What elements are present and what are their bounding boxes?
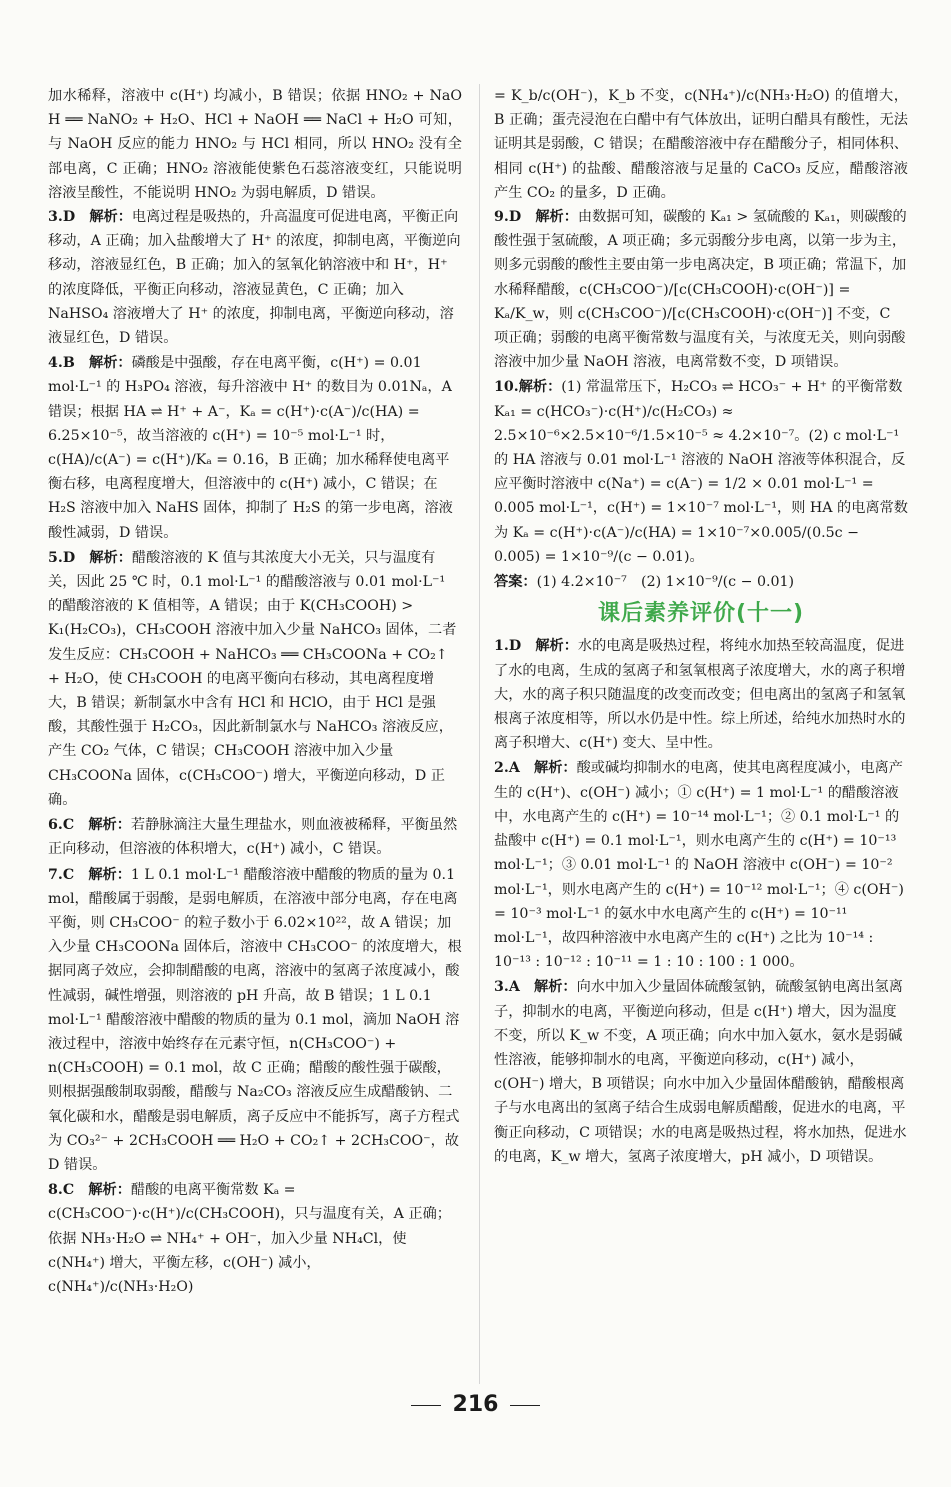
answer-item-7: [48, 863, 462, 1178]
answer-item-9: [494, 205, 908, 374]
item-text: 醋酸溶液的 K 值与其浓度大小无关，只与温度有关，因此 25 ℃ 时，0.1 mol·L⁻¹ 的醋酸溶液与 0.01 mol·L⁻¹ 的醋酸溶液的 K 值相等，A 错误；由于 K(CH₃COOH) > K₁(H₂CO₃)，CH₃COOH 溶液中加入少量 NaHCO₃ 固体，二者发生反应：CH₃COOH + NaHCO₃ ══ CH₃COONa + CO₂↑ + H₂O，使 CH₃COOH 的电离平衡向右移动，其电离程度增大，B 错误；新制氯水中含有 HCl 和 HClO，由于 HCl 是强酸，其酸性强于 H₂CO₃，因此新制氯水与 NaHCO₃ 溶液反应，产生 CO₂ 气体，C 错误；CH₃COOH 溶液中加入少量 CH₃COONa 固体，c(CH₃COO⁻) 增大，平衡逆向移动，D 正确。: [48, 549, 457, 808]
item-number: 8.: [48, 1182, 63, 1199]
item-number: 5.: [48, 549, 63, 566]
item-answer: D: [508, 638, 522, 655]
item-text: 向水中加入少量固体硫酸氢钠，硫酸氢钠电离出氢离子，抑制水的电离，平衡逆向移动，但是 c(H⁺) 增大，因为温度不变，所以 K_w 不变，A 项正确；向水中加入氨水，氨水是弱碱性溶液，能够抑制水的电离，平衡逆向移动，c(H⁺) 减小，c(OH⁻) 增大，B 项错误；向水中加入少量固体醋酸钠，醋酸根离子与水电离出的氢离子结合生成弱电解质醋酸，促进水的电离，平衡正向移动，C 项错误；水的电离是吸热过程，将水加热，促进水的电离，K_w 增大，氢离子浓度增大，pH 减小，D 项错误。: [494, 979, 907, 1165]
item-text: 电离过程是吸热的，升高温度可促进电离，平衡正向移动，A 正确；加入盐酸增大了 H⁺ 的浓度，抑制电离，平衡逆向移动，溶液显红色，B 正确；加入的氢氧化钠溶液中和 H⁺，H⁺ 的浓度降低，平衡正向移动，溶液显黄色，C 正确；加入 NaHSO₄ 溶液增大了 H⁺ 的浓度，抑制电离，平衡逆向移动，溶液显红色，D 错误。: [48, 209, 461, 347]
item-number: 2.: [494, 760, 509, 777]
final-answer: [494, 570, 908, 594]
paragraph-continued: 加水稀释，溶液中 c(H⁺) 均减小，B 错误；依据 HNO₂ + NaOH ══ NaNO₂ + H₂O、HCl + NaOH ══ NaCl + H₂O 可知，与 NaOH 反应的能力 HNO₂ 与 HCl 相同，所以 HNO₂ 没有全部电离，C 正确；HNO₂ 溶液能使紫色石蕊溶液变红，只能说明溶液呈酸性，不能说明 HNO₂ 为弱电解质，D 错误。: [48, 88, 462, 201]
item-answer: C: [62, 866, 75, 883]
section-item-2: [494, 756, 908, 974]
analysis-label: 解析：: [534, 760, 577, 777]
item-text: 若静脉滴注大量生理盐水，则血液被稀释，平衡虽然正向移动，但溶液的体积增大，c(H⁺) 减小，C 错误。: [48, 817, 458, 858]
section-item-3: [494, 975, 908, 1169]
item-text: 酸或碱均抑制水的电离，使其电离程度减小，电离产生的 c(H⁺)、c(OH⁻) 减小；① c(H⁺) = 1 mol·L⁻¹ 的醋酸溶液中，水电离产生的 c(H⁺) = 10⁻¹⁴ mol·L⁻¹；② 0.1 mol·L⁻¹ 的盐酸中 c(H⁺) = 0.1 mol·L⁻¹，则水电离产生的 c(H⁺) = 10⁻¹³ mol·L⁻¹；③ 0.01 mol·L⁻¹ 的 NaOH 溶液中 c(OH⁻) = 10⁻² mol·L⁻¹，则水电离产生的 c(H⁺) = 10⁻¹² mol·L⁻¹；④ c(OH⁻) = 10⁻³ mol·L⁻¹ 的氨水中水电离产生的 c(H⁺) = 10⁻¹¹ mol·L⁻¹，故四种溶液中水电离产生的 c(H⁺) 之比为 10⁻¹⁴ : 10⁻¹³ : 10⁻¹² : 10⁻¹¹ = 1 : 10 : 100 : 1 000。: [494, 760, 904, 971]
answer-item-6: [48, 813, 462, 861]
paragraph-continued: = K_b/c(OH⁻)，K_b 不变，c(NH₄⁺)/c(NH₃·H₂O) 的值增大，B 正确；蛋壳浸泡在白醋中有气体放出，证明白醋具有酸性，无法证明其是弱酸，C 错误；在醋酸溶液中存在醋酸分子，相同体积、相同 c(H⁺) 的盐酸、醋酸溶液与足量的 CaCO₃ 反应，醋酸溶液产生 CO₂ 的量多，D 正确。: [494, 88, 908, 201]
analysis-label: 解析：: [88, 1182, 131, 1199]
answer-text: (1) 4.2×10⁻⁷ (2) 1×10⁻⁹/(c − 0.01): [536, 574, 795, 591]
analysis-label: 解析：: [88, 866, 131, 883]
section-item-1: [494, 634, 908, 755]
item-number: 9.: [494, 209, 509, 226]
item-text: 醋酸的电离平衡常数 Kₐ = c(CH₃COO⁻)·c(H⁺)/c(CH₃COOH)，只与温度有关，A 正确；依据 NH₃·H₂O ⇌ NH₄⁺ + OH⁻，加入少量 NH₄Cl，使 c(NH₄⁺) 增大，平衡左移，c(OH⁻) 减小，c(NH₄⁺)/c(NH₃·H₂O): [48, 1182, 451, 1295]
dash-right: [510, 1405, 540, 1406]
answer-item-5: [48, 546, 462, 812]
item-number: 10.: [494, 379, 519, 396]
analysis-label: 解析：: [89, 355, 132, 372]
column-divider: [479, 84, 480, 1384]
analysis-label: 解析：: [88, 817, 131, 834]
item-number: 1.: [494, 638, 509, 655]
item-number: 4.: [48, 355, 63, 372]
item-answer: A: [508, 979, 520, 996]
item-text: 水的电离是吸热过程，将纯水加热至较高温度，促进了水的电离，生成的氢离子和氢氧根离子浓度增大，水的离子积增大，水的离子积只随温度的改变而改变；但电离出的氢离子和氢氧根离子浓度相等，所以水仍是中性。综上所述，给纯水加热时水的离子积增大、c(H⁺) 变大、呈中性。: [494, 638, 906, 752]
item-number: 7.: [48, 866, 63, 883]
item-number: 3.: [494, 979, 509, 996]
item-answer: D: [508, 209, 522, 226]
analysis-label: 解析：: [534, 979, 577, 996]
item-number: 3.: [48, 209, 63, 226]
right-column: [494, 84, 908, 1170]
item-text: 磷酸是中强酸，存在电离平衡，c(H⁺) = 0.01 mol·L⁻¹ 的 H₃PO₄ 溶液，每升溶液中 H⁺ 的数目为 0.01Nₐ，A 错误；根据 HA ⇌ H⁺ + A⁻，Kₐ = c(H⁺)·c(A⁻)/c(HA) = 6.25×10⁻⁵，故当溶液的 c(H⁺) = 10⁻⁵ mol·L⁻¹ 时，c(HA)/c(A⁻) = c(H⁺)/Kₐ = 0.16，B 正确；加水稀释使电离平衡右移，电离程度增大，但溶液中的 c(H⁺) 减小，C 错误；在 H₂S 溶液中加入 NaHS 固体，抑制了 H₂S 的第一步电离，溶液酸性减弱，D 错误。: [48, 355, 453, 541]
dash-left: [411, 1405, 441, 1406]
item-text: (1) 常温常压下，H₂CO₃ ⇌ HCO₃⁻ + H⁺ 的平衡常数 Kₐ₁ = c(HCO₃⁻)·c(H⁺)/c(H₂CO₃) ≈ 2.5×10⁻⁶×2.5×10⁻⁶/1.5×10⁻⁵ ≈ 4.2×10⁻⁷。(2) c mol·L⁻¹ 的 HA 溶液与 0.01 mol·L⁻¹ 溶液的 NaOH 溶液等体积混合，反应平衡时溶液中 c(Na⁺) = c(A⁻) = 1/2 × 0.01 mol·L⁻¹ = 0.005 mol·L⁻¹，c(H⁺) = 1×10⁻⁷ mol·L⁻¹，则 HA 的电离常数为 Kₐ = c(H⁺)·c(A⁻)/c(HA) = 1×10⁻⁷×0.005/(0.5c − 0.005) = 1×10⁻⁹/(c − 0.01)。: [494, 379, 908, 565]
item-answer: D: [62, 209, 76, 226]
answer-item-3: [48, 205, 462, 350]
analysis-label: 解析：: [535, 638, 578, 655]
answer-label: 答案：: [494, 574, 537, 591]
analysis-label: 解析：: [89, 549, 132, 566]
page-number-text: 216: [452, 1392, 499, 1417]
item-answer: C: [62, 817, 75, 834]
answer-item-4: [48, 351, 462, 545]
item-answer: C: [62, 1182, 75, 1199]
page-number: [0, 1392, 951, 1417]
item-answer: D: [62, 549, 76, 566]
answer-item-8: [48, 1178, 462, 1299]
left-column: [48, 84, 462, 1300]
item-text: 由数据可知，碳酸的 Kₐ₁ > 氢硫酸的 Kₐ₁，则碳酸的酸性强于氢硫酸，A 项正确；多元弱酸分步电离，以第一步为主，则多元弱酸的酸性主要由第一步电离决定，B 项正确；常温下，加水稀释醋酸，c(CH₃COO⁻)/[c(CH₃COOH)·c(OH⁻)] = Kₐ/K_w，则 c(CH₃COO⁻)/[c(CH₃COOH)·c(OH⁻)] 不变，C 项正确；弱酸的电离平衡常数与温度有关，与浓度无关，则向弱酸溶液中加少量 NaOH 溶液，电离常数不变，D 项错误。: [494, 209, 907, 371]
item-number: 6.: [48, 817, 63, 834]
item-answer: B: [62, 355, 75, 372]
analysis-label: 解析：: [518, 379, 562, 396]
answer-item-10: [494, 375, 908, 569]
analysis-label: 解析：: [89, 209, 132, 226]
analysis-label: 解析：: [535, 209, 578, 226]
item-answer: A: [508, 760, 520, 777]
item-text: 1 L 0.1 mol·L⁻¹ 醋酸溶液中醋酸的物质的量为 0.1 mol，醋酸属于弱酸，是弱电解质，在溶液中部分电离，存在电离平衡，则 CH₃COO⁻ 的粒子数小于 6.02×10²²，故 A 错误；加入少量 CH₃COONa 固体后，溶液中 CH₃COO⁻ 的浓度增大，根据同离子效应，会抑制醋酸的电离，溶液中的氢离子浓度减小，酸性减弱，碱性增强，则溶液的 pH 升高，故 B 错误；1 L 0.1 mol·L⁻¹ 醋酸溶液中醋酸的物质的量为 0.1 mol，滴加 NaOH 溶液过程中，溶液中始终存在元素守恒，n(CH₃COO⁻) + n(CH₃COOH) = 0.1 mol，故 C 正确；醋酸的酸性强于碳酸，则根据强酸制取弱酸，醋酸与 Na₂CO₃ 溶液反应生成醋酸钠、二氧化碳和水，醋酸是弱电解质，离子反应中不能拆写，离子方程式为 CO₃²⁻ + 2CH₃COOH ══ H₂O + CO₂↑ + 2CH₃COO⁻，故 D 错误。: [48, 866, 462, 1173]
section-title: 课后素养评价(十一): [597, 601, 805, 627]
